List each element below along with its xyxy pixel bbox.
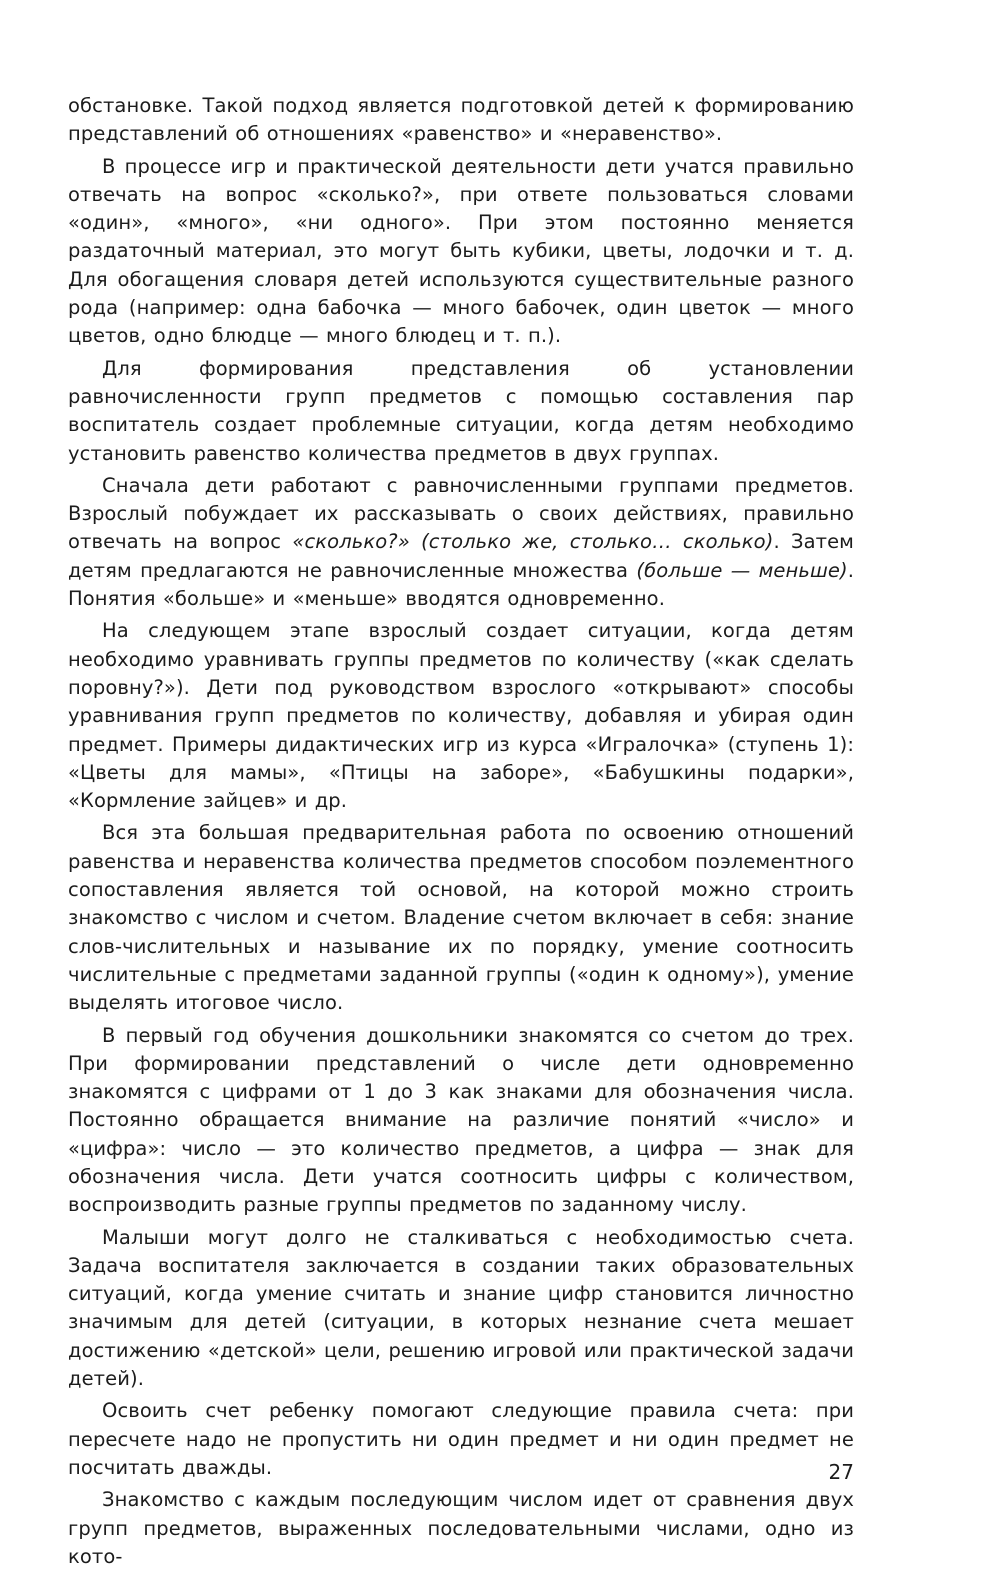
page-body	[68, 92, 854, 1575]
page-number: 27	[828, 1460, 854, 1484]
paragraph-7: В первый год обучения дошкольники знакомятся со счетом до трех. При формировании представлений о числе дети одновременно знакомятся с цифрами от 1 до 3 как знаками для обозначения числа. Постоянно обращается внимание на различие понятий «число» и «цифра»: число — это количество предметов, а цифра — знак для обозначения числа. Дети учатся соотносить цифры с количеством, воспроизводить разные группы предметов по заданному числу.	[68, 1023, 854, 1217]
paragraph-5: На следующем этапе взрослый создает ситуации, когда детям необходимо уравнивать группы предметов по количеству («как сделать поровну?»). Дети под руководством взрослого «открывают» способы уравнивания групп предметов по количеству, добавляя и убирая один предмет. Примеры дидактических игр из курса «Игралочка» (ступень 1): «Цветы для мамы», «Птицы на заборе», «Бабушкины подарки», «Кормление зайцев» и др.	[68, 619, 854, 813]
paragraph-3: Для формирования представления об установлении равночисленности групп предметов с помощью составления пар воспитатель создает проблемные ситуации, когда детям необходимо установить равенство количества предметов в двух группах.	[68, 356, 854, 465]
paragraph-6: Вся эта большая предварительная работа по освоению отношений равенства и неравенства количества предметов способом поэлементного сопоставления является той основой, на которой можно строить знакомство с числом и счетом. Владение счетом включает в себя: знание слов-числительных и называние их по порядку, умение соотносить числительные с предметами заданной группы («один к одному»), умение выделять итоговое число.	[68, 821, 854, 1015]
paragraph-2: В процессе игр и практической деятельности дети учатся правильно отвечать на вопрос «сколько?», при ответе пользоваться словами «один», «много», «ни одного». При этом постоянно меняется раздаточный материал, это могут быть кубики, цветы, лодочки и т. д. Для обогащения словаря детей используются существительные разного рода (например: одна бабочка — много бабочек, один цветок — много цветов, одно блюдце — много блюдец и т. п.).	[68, 154, 854, 348]
paragraph-8: Малыши могут долго не сталкиваться с необходимостью счета. Задача воспитателя заключается в создании таких образовательных ситуаций, когда умение считать и знание цифр становится личностно значимым для детей (ситуации, в которых незнание счета мешает достижению «детской» цели, решению игровой или практической задачи детей).	[68, 1225, 854, 1391]
paragraph-4: Сначала дети работают с равночисленными группами предметов. Взрослый побуждает их рассказывать о своих действиях, правильно отвечать на вопрос «сколько?» (столько же, столько… сколько). Затем детям предлагаются не равночисленные множества (больше — меньше). Понятия «больше» и «меньше» вводятся одновременно.	[68, 473, 855, 611]
paragraph-1: обстановке. Такой подход является подготовкой детей к формированию представлений об отношениях «равенство» и «неравенство».	[68, 94, 854, 146]
italic-phrase: «сколько?» (столько же, столько… сколько)	[292, 530, 774, 554]
paragraph-10: Знакомство с каждым последующим числом идет от сравнения двух групп предметов, выраженных последовательными числами, одно из кото-	[68, 1488, 854, 1568]
paragraph-9: Освоить счет ребенку помогают следующие правила счета: при пересчете надо не пропустить ни один предмет и ни один предмет не посчитать дважды.	[68, 1399, 854, 1479]
italic-phrase: (больше — меньше)	[636, 558, 848, 582]
